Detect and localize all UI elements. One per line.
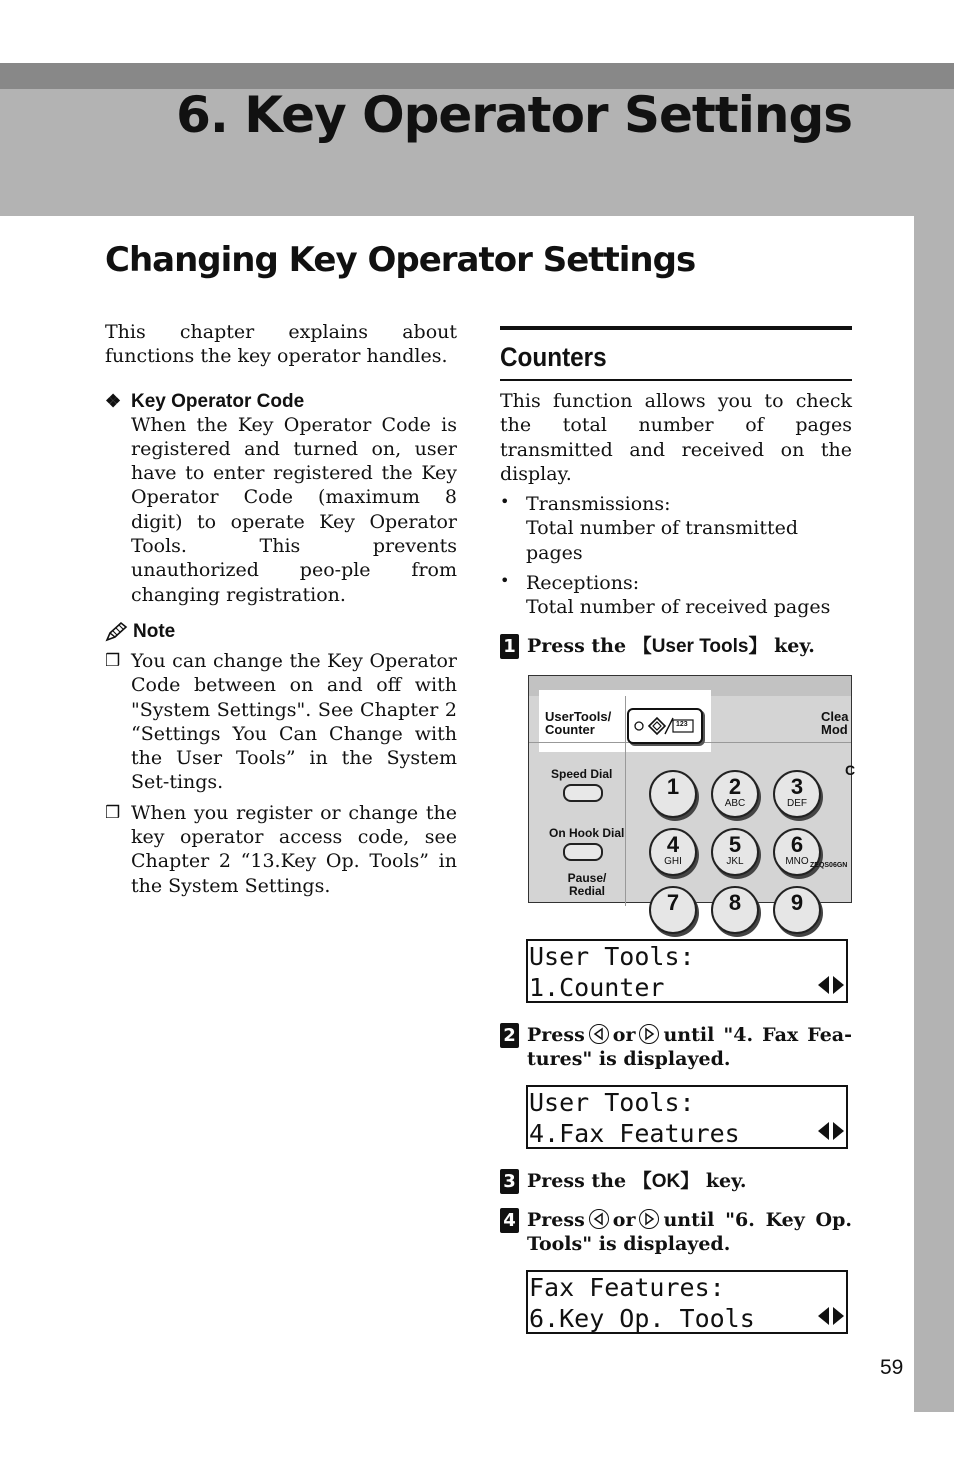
key-digit: 6 <box>790 831 804 857</box>
step-1 <box>500 634 852 659</box>
lcd-line-1: Fax Features: <box>529 1272 725 1302</box>
bullet-title: Transmissions: <box>526 493 671 516</box>
step-3 <box>500 1169 852 1194</box>
bullet-detail: Total number of received pages <box>526 596 831 619</box>
user-tools-icon <box>629 710 701 742</box>
lcd-line-2: 1.Counter <box>529 972 665 1002</box>
numkey-1[interactable] <box>649 770 697 818</box>
left-arrow-button-icon <box>589 1024 609 1044</box>
key-operator-code-body: When the Key Operator Code is registered and turned on, user have to enter registered the Key Operator Code (maximum 8 digit) to operate Key Operator Tools. This prevents unauthorized peo-ple from changing registration. <box>131 413 457 606</box>
bullet-detail: Total number of transmitted pages <box>526 517 799 564</box>
speed-dial-button[interactable] <box>563 784 603 802</box>
pencil-icon <box>105 622 129 642</box>
key-digit: 7 <box>666 889 680 915</box>
numkey-9[interactable] <box>773 886 821 934</box>
control-panel-illustration <box>528 675 856 915</box>
key-operator-code-title: Key Operator Code <box>131 390 305 412</box>
chapter-title: 6. Key Operator Settings <box>176 86 852 144</box>
numkey-5[interactable] <box>711 828 759 876</box>
key-letters: GHI <box>664 855 682 867</box>
key-letters: MNO <box>785 855 809 867</box>
bullet-title: Receptions: <box>526 572 640 595</box>
partial-label: C <box>845 761 856 778</box>
key-letters: ABC <box>724 797 746 809</box>
step-number: 1 <box>500 634 519 659</box>
step-text: or <box>612 1023 636 1046</box>
on-hook-dial-button[interactable] <box>563 843 603 861</box>
note-title: Note <box>133 620 176 642</box>
step-text: or <box>612 1208 636 1231</box>
counters-rule-top <box>500 326 852 330</box>
step-text: key. <box>767 634 815 657</box>
right-arrow-button-icon <box>639 1024 659 1044</box>
numkey-2[interactable] <box>711 770 759 818</box>
note-item <box>105 801 457 898</box>
key-letters: JKL <box>726 855 744 867</box>
key-digit: 8 <box>728 889 742 915</box>
note-text: You can change the Key Operator Code between on and off with "System Settings". See Chapter 2 “Settings You Can Change with the User Tools” in the System Set-tings. <box>131 649 457 794</box>
lcd-line-1: User Tools: <box>529 941 695 971</box>
numkey-8[interactable] <box>711 886 759 934</box>
icon-123-label: 123 <box>676 720 688 728</box>
user-tools-key-label: 【User Tools】 <box>632 635 768 657</box>
counters-heading: Counters <box>500 342 607 372</box>
key-digit: 1 <box>666 773 680 799</box>
lcd-line-2: 6.Key Op. Tools <box>529 1303 755 1333</box>
numkey-3[interactable] <box>773 770 821 818</box>
step-number: 4 <box>500 1208 519 1233</box>
counters-body: This function allows you to check the total number of pages transmitted and received on the display. <box>500 390 852 485</box>
step-text: Press <box>527 1208 585 1231</box>
ok-key-label: 【OK】 <box>632 1170 700 1192</box>
bullet-dot: • <box>500 571 510 591</box>
key-digit: 2 <box>728 773 742 799</box>
intro-paragraph: This chapter explains about functions the key operator handles. <box>105 321 457 368</box>
section-title: Changing Key Operator Settings <box>105 240 696 280</box>
right-column <box>500 326 856 1334</box>
left-column <box>105 320 457 898</box>
user-tools-counter-label: UserTools/ Counter <box>545 708 612 737</box>
key-digit: 4 <box>666 831 680 857</box>
bullet-dot: • <box>500 492 510 512</box>
right-arrow-button-icon <box>639 1209 659 1229</box>
checkbox-bullet-icon: ❒ <box>105 802 121 823</box>
numkey-4[interactable] <box>649 828 697 876</box>
numkey-7[interactable] <box>649 886 697 934</box>
key-digit: 9 <box>790 889 804 915</box>
lcd-line-2: 4.Fax Features <box>529 1118 740 1148</box>
diamond-bullet-icon: ❖ <box>105 391 122 412</box>
on-hook-dial-label: On Hook Dial <box>549 825 625 840</box>
left-right-arrows-icon <box>818 975 844 995</box>
user-tools-key[interactable] <box>627 708 703 744</box>
key-digit: 5 <box>728 831 742 857</box>
key-digit: 3 <box>790 773 804 799</box>
left-right-arrows-icon <box>818 1306 844 1326</box>
step-text: until "6. Key Op. Tools" is displayed. <box>527 1208 852 1255</box>
lcd-display-3 <box>526 1270 848 1334</box>
lcd-display-1 <box>526 939 848 1003</box>
side-tab-strip <box>914 216 954 1412</box>
checkbox-bullet-icon: ❒ <box>105 650 121 671</box>
illustration-code: ZEQS06GN <box>810 862 848 869</box>
step-text: Press the <box>527 1169 633 1192</box>
speed-dial-label: Speed Dial <box>551 766 613 781</box>
note-heading <box>105 621 457 643</box>
key-operator-code-heading <box>105 391 457 413</box>
left-arrow-button-icon <box>589 1209 609 1229</box>
lcd-display-2 <box>526 1085 848 1149</box>
left-right-arrows-icon <box>818 1121 844 1141</box>
list-item <box>500 571 852 620</box>
key-letters: DEF <box>787 797 807 809</box>
note-item <box>105 649 457 795</box>
step-number: 3 <box>500 1169 519 1194</box>
pause-redial-label: Pause/ Redial <box>567 870 607 898</box>
step-text: key. <box>699 1169 747 1192</box>
step-number: 2 <box>500 1023 519 1048</box>
clear-mode-label: Clea Mod <box>821 708 849 737</box>
page-number: 59 <box>880 1356 904 1379</box>
step-text: Press the <box>527 634 633 657</box>
step-2 <box>500 1023 852 1071</box>
step-4 <box>500 1208 852 1256</box>
step-text: Press <box>527 1023 585 1046</box>
lcd-line-1: User Tools: <box>529 1087 695 1117</box>
step-text: until "4. Fax Fea-tures" is displayed. <box>527 1023 852 1070</box>
list-item <box>500 492 852 565</box>
counters-rule-bottom <box>500 379 852 381</box>
note-text: When you register or change the key operator access code, see Chapter 2 “13.Key Op. Tools” in the System Settings. <box>131 801 457 897</box>
